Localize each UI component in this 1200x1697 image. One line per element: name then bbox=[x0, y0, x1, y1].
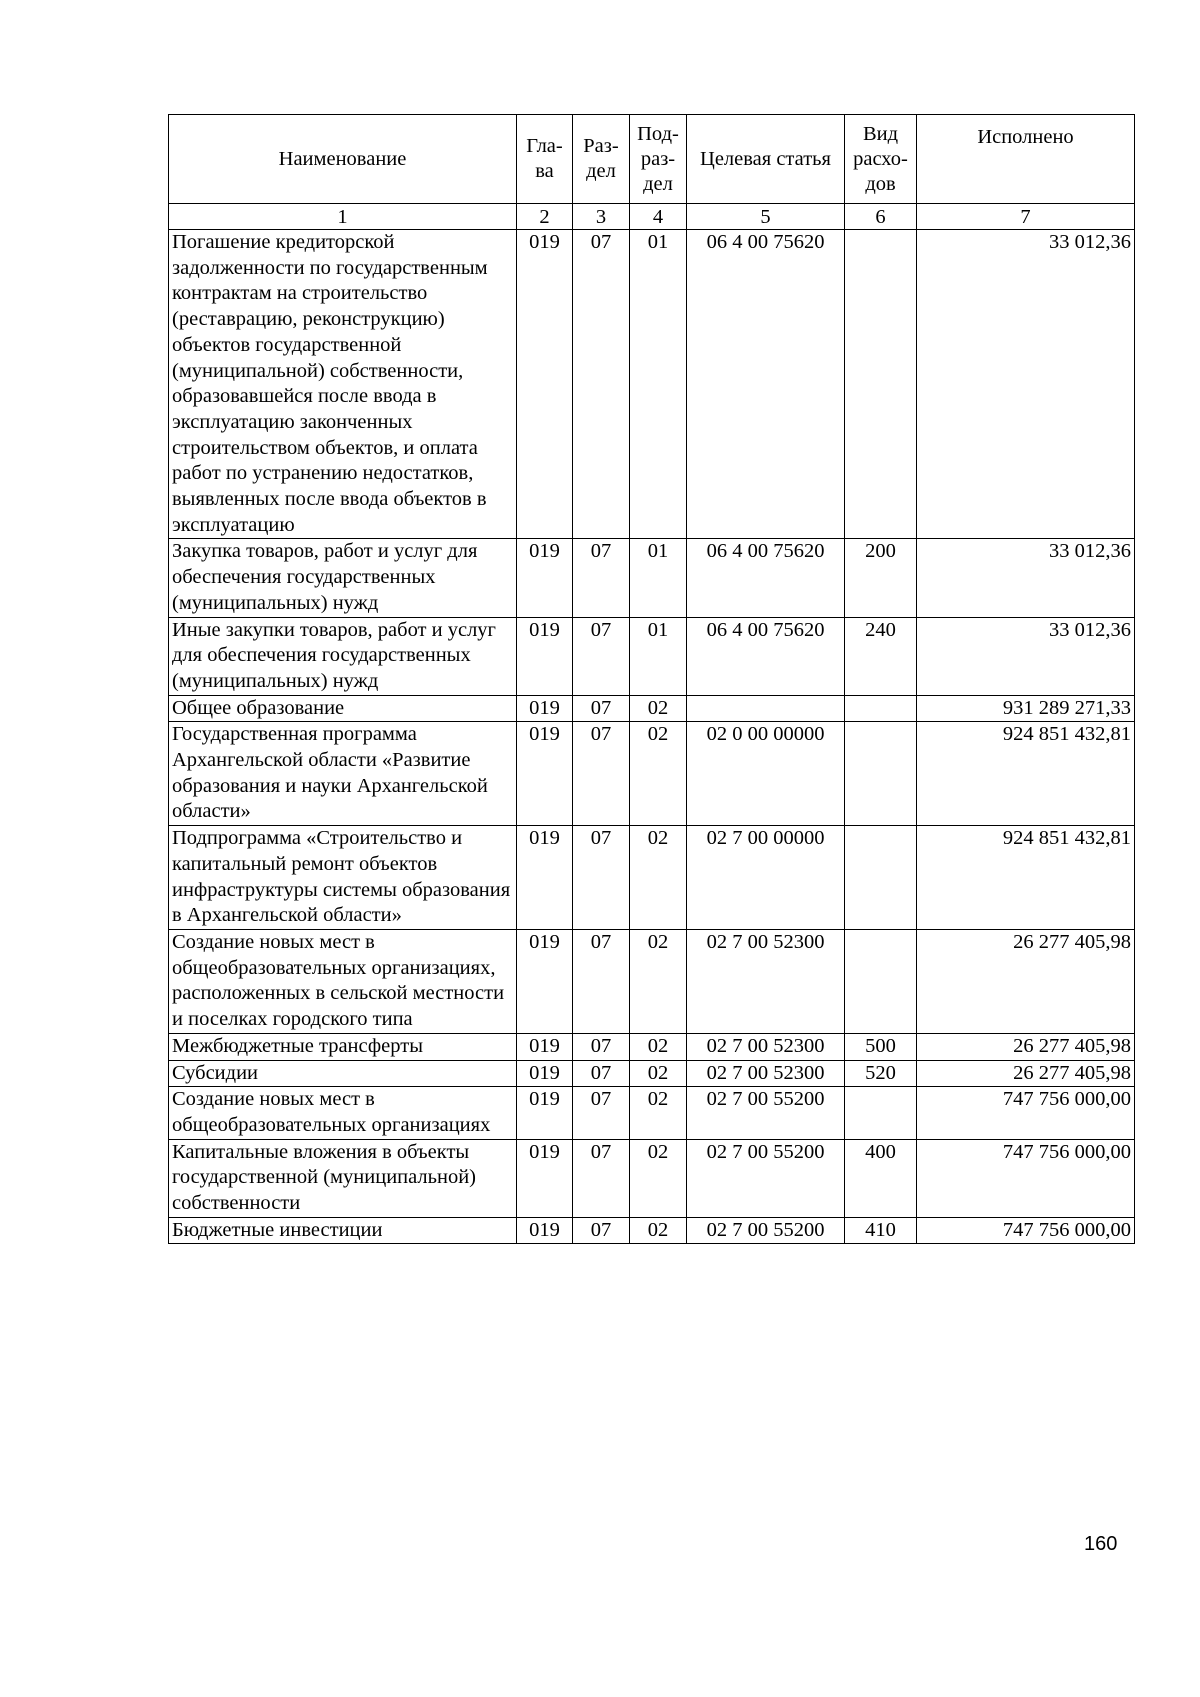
row-target-article: 02 7 00 52300 bbox=[687, 1060, 845, 1087]
table-row bbox=[169, 929, 1135, 1033]
row-amount: 33 012,36 bbox=[917, 617, 1135, 695]
row-subsection: 02 bbox=[630, 826, 687, 930]
row-name: Общее образование bbox=[169, 695, 517, 722]
row-chapter: 019 bbox=[517, 1217, 573, 1244]
row-amount: 747 756 000,00 bbox=[917, 1217, 1135, 1244]
table-row bbox=[169, 1087, 1135, 1139]
row-target-article: 02 7 00 55200 bbox=[687, 1217, 845, 1244]
header-type-line-1: Вид bbox=[862, 122, 899, 145]
row-chapter: 019 bbox=[517, 1060, 573, 1087]
row-name: Капитальные вложения в объекты государственной (муниципальной) собственности bbox=[169, 1139, 517, 1217]
row-target-article: 02 7 00 52300 bbox=[687, 929, 845, 1033]
row-target-article: 02 7 00 55200 bbox=[687, 1139, 845, 1217]
row-expense-type bbox=[845, 1087, 917, 1139]
column-number: 4 bbox=[630, 204, 687, 230]
row-section: 07 bbox=[573, 826, 630, 930]
row-expense-type: 410 bbox=[845, 1217, 917, 1244]
row-chapter: 019 bbox=[517, 539, 573, 617]
row-subsection: 01 bbox=[630, 230, 687, 539]
table-row bbox=[169, 539, 1135, 617]
row-chapter: 019 bbox=[517, 230, 573, 539]
budget-execution-table bbox=[168, 114, 1135, 1244]
header-chapter bbox=[517, 115, 573, 204]
table-row bbox=[169, 722, 1135, 826]
row-amount: 33 012,36 bbox=[917, 539, 1135, 617]
row-section: 07 bbox=[573, 695, 630, 722]
row-name: Погашение кредиторской задолженности по государственным контрактам на строительство (реставрацию, реконструкцию) объектов государственной (муниципальной) собственности, образовавшейся после ввода в эксплуатацию законченных строительством объектов, и оплата работ по устранению недостатков, выявленных после ввода объектов в эксплуатацию bbox=[169, 230, 517, 539]
row-section: 07 bbox=[573, 1217, 630, 1244]
table-row bbox=[169, 1060, 1135, 1087]
page-number: 160 bbox=[1084, 1533, 1118, 1555]
row-expense-type: 520 bbox=[845, 1060, 917, 1087]
row-amount: 33 012,36 bbox=[917, 230, 1135, 539]
row-section: 07 bbox=[573, 1087, 630, 1139]
row-name: Государственная программа Архангельской области «Развитие образования и науки Архангельской области» bbox=[169, 722, 517, 826]
row-subsection: 02 bbox=[630, 1217, 687, 1244]
table-header-row bbox=[169, 115, 1135, 204]
row-chapter: 019 bbox=[517, 722, 573, 826]
row-subsection: 02 bbox=[630, 722, 687, 826]
column-number: 7 bbox=[917, 204, 1135, 230]
row-subsection: 02 bbox=[630, 1087, 687, 1139]
row-amount: 931 289 271,33 bbox=[917, 695, 1135, 722]
row-expense-type: 240 bbox=[845, 617, 917, 695]
header-subsection-line-2: раз- bbox=[640, 147, 676, 170]
header-subsection bbox=[630, 115, 687, 204]
table-row bbox=[169, 617, 1135, 695]
row-target-article: 06 4 00 75620 bbox=[687, 539, 845, 617]
row-target-article: 02 7 00 52300 bbox=[687, 1033, 845, 1060]
row-chapter: 019 bbox=[517, 617, 573, 695]
row-name: Создание новых мест в общеобразовательных организациях bbox=[169, 1087, 517, 1139]
row-subsection: 02 bbox=[630, 1060, 687, 1087]
row-amount: 26 277 405,98 bbox=[917, 929, 1135, 1033]
row-expense-type: 500 bbox=[845, 1033, 917, 1060]
column-number: 5 bbox=[687, 204, 845, 230]
row-chapter: 019 bbox=[517, 1087, 573, 1139]
row-expense-type: 200 bbox=[845, 539, 917, 617]
column-number: 3 bbox=[573, 204, 630, 230]
header-chapter-line-2: ва bbox=[535, 160, 554, 182]
header-section-line-2: дел bbox=[586, 160, 616, 182]
column-number: 1 bbox=[169, 204, 517, 230]
row-name: Бюджетные инвестиции bbox=[169, 1217, 517, 1244]
row-name: Межбюджетные трансферты bbox=[169, 1033, 517, 1060]
row-amount: 924 851 432,81 bbox=[917, 722, 1135, 826]
row-name: Подпрограмма «Строительство и капитальный ремонт объектов инфраструктуры системы образования в Архангельской области» bbox=[169, 826, 517, 930]
row-amount: 747 756 000,00 bbox=[917, 1087, 1135, 1139]
column-number: 6 bbox=[845, 204, 917, 230]
row-name: Субсидии bbox=[169, 1060, 517, 1087]
header-chapter-line-1: Гла- bbox=[526, 135, 563, 157]
row-expense-type bbox=[845, 722, 917, 826]
row-expense-type bbox=[845, 230, 917, 539]
row-target-article: 02 7 00 55200 bbox=[687, 1087, 845, 1139]
row-section: 07 bbox=[573, 617, 630, 695]
row-section: 07 bbox=[573, 1139, 630, 1217]
table-row bbox=[169, 1033, 1135, 1060]
header-subsection-line-1: Под- bbox=[637, 122, 679, 145]
table-row bbox=[169, 1139, 1135, 1217]
row-chapter: 019 bbox=[517, 1033, 573, 1060]
header-executed: Исполнено bbox=[917, 115, 1135, 204]
row-expense-type: 400 bbox=[845, 1139, 917, 1217]
table-row bbox=[169, 1217, 1135, 1244]
row-section: 07 bbox=[573, 722, 630, 826]
header-section-line-1: Раз- bbox=[583, 135, 619, 157]
header-target-article: Целевая статья bbox=[687, 115, 845, 204]
row-chapter: 019 bbox=[517, 695, 573, 722]
row-section: 07 bbox=[573, 230, 630, 539]
row-target-article: 06 4 00 75620 bbox=[687, 230, 845, 539]
row-chapter: 019 bbox=[517, 929, 573, 1033]
row-amount: 747 756 000,00 bbox=[917, 1139, 1135, 1217]
header-name: Наименование bbox=[169, 115, 517, 204]
row-target-article: 06 4 00 75620 bbox=[687, 617, 845, 695]
header-expense-type bbox=[845, 115, 917, 204]
row-amount: 924 851 432,81 bbox=[917, 826, 1135, 930]
row-section: 07 bbox=[573, 929, 630, 1033]
row-section: 07 bbox=[573, 539, 630, 617]
row-section: 07 bbox=[573, 1060, 630, 1087]
header-type-line-2: расхо- bbox=[853, 147, 908, 170]
row-chapter: 019 bbox=[517, 1139, 573, 1217]
row-subsection: 02 bbox=[630, 929, 687, 1033]
row-subsection: 02 bbox=[630, 1139, 687, 1217]
row-amount: 26 277 405,98 bbox=[917, 1060, 1135, 1087]
row-target-article: 02 7 00 00000 bbox=[687, 826, 845, 930]
header-type-line-3: дов bbox=[865, 172, 896, 195]
column-number-row bbox=[169, 204, 1135, 230]
header-section bbox=[573, 115, 630, 204]
row-name: Иные закупки товаров, работ и услуг для обеспечения государственных (муниципальных) нужд bbox=[169, 617, 517, 695]
table-row bbox=[169, 695, 1135, 722]
row-amount: 26 277 405,98 bbox=[917, 1033, 1135, 1060]
row-name: Создание новых мест в общеобразовательных организациях, расположенных в сельской местности и поселках городского типа bbox=[169, 929, 517, 1033]
row-subsection: 02 bbox=[630, 695, 687, 722]
table-row bbox=[169, 826, 1135, 930]
row-subsection: 02 bbox=[630, 1033, 687, 1060]
row-expense-type bbox=[845, 929, 917, 1033]
table-row bbox=[169, 230, 1135, 539]
row-target-article: 02 0 00 00000 bbox=[687, 722, 845, 826]
row-section: 07 bbox=[573, 1033, 630, 1060]
row-target-article bbox=[687, 695, 845, 722]
row-name: Закупка товаров, работ и услуг для обеспечения государственных (муниципальных) нужд bbox=[169, 539, 517, 617]
row-subsection: 01 bbox=[630, 617, 687, 695]
row-chapter: 019 bbox=[517, 826, 573, 930]
header-subsection-line-3: дел bbox=[643, 172, 673, 195]
column-number: 2 bbox=[517, 204, 573, 230]
row-subsection: 01 bbox=[630, 539, 687, 617]
row-expense-type bbox=[845, 695, 917, 722]
row-expense-type bbox=[845, 826, 917, 930]
